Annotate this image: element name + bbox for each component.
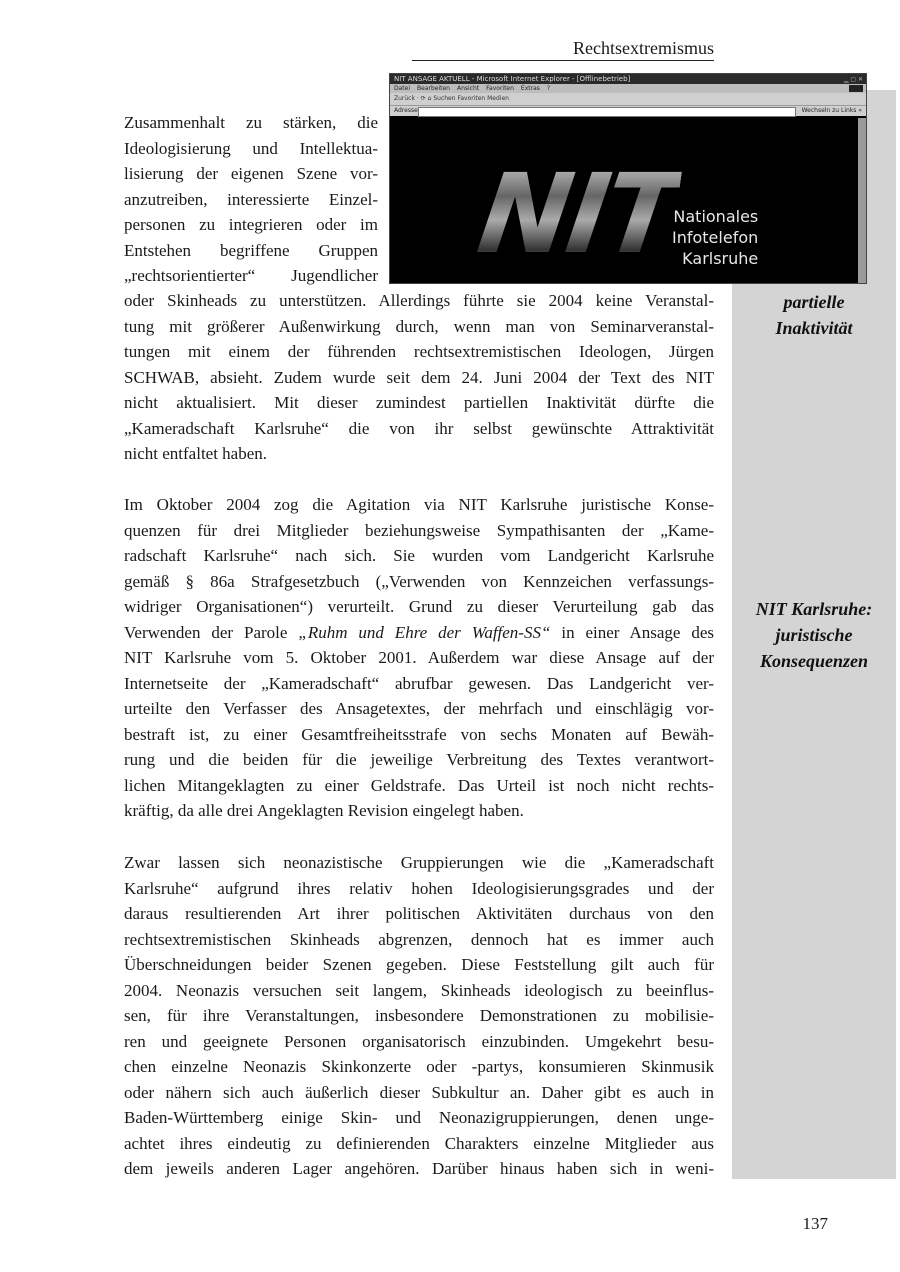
address-field	[418, 107, 796, 117]
address-label: Adresse	[394, 107, 418, 114]
margin-note-line: NIT Karlsruhe:	[755, 599, 873, 619]
address-go: Wechseln zu Links »	[801, 107, 862, 114]
logo-caption-line: Nationales	[673, 207, 759, 226]
page-number: 137	[802, 1214, 828, 1233]
margin-note-line: partielle	[783, 292, 845, 312]
margin-note-line: Konsequenzen	[759, 651, 869, 671]
browser-address-bar	[390, 106, 866, 116]
margin-note-juristische-konsequenzen	[732, 596, 896, 674]
text-line: „Kameradschaft Karlsruhe“ die von ihr selbst gewünschte Attraktivität	[124, 418, 714, 438]
text-line: radschaft Karlsruhe“ nach sich. Sie wurden vom Landgericht Karlsruhe	[124, 546, 714, 565]
browser-menu-item: ?	[546, 85, 551, 92]
quoted-slogan: „Ruhm und Ehre der Waffen-SS“	[298, 622, 551, 642]
text-line: ren und geeignete Personen organisatorisch einzubinden. Umgekehrt besu-	[124, 1031, 714, 1051]
text-line: Zusammenhalt zu stärken, die	[124, 113, 378, 132]
text-line: personen zu integrieren oder im	[124, 215, 378, 234]
text-line: nicht aktualisiert. Mit dieser zumindest partiellen Inaktivität dürfte die	[124, 393, 714, 412]
window-controls-icon: ▁ ▢ ✕	[843, 76, 863, 83]
logo-caption-line: Infotelefon	[672, 228, 759, 247]
browser-menu-item: Bearbeiten	[417, 85, 450, 92]
text-line: „rechtsorientierter“ Jugendlicher	[124, 266, 378, 285]
text-line: anzutreiben, interessierte Einzel-	[124, 189, 378, 209]
text-line: nicht entfaltet haben.	[124, 444, 268, 463]
text-line: lichen Mitangeklagten zu einer Geldstrafe. Das Urteil ist noch nicht rechts-	[124, 775, 714, 795]
nit-logo: NIT	[471, 150, 686, 278]
text-line: lisierung der eigenen Szene vor-	[124, 164, 378, 183]
browser-menu-bar	[390, 84, 866, 93]
quote-post: in einer Ansage des	[550, 622, 715, 642]
browser-menu-item: Extras	[520, 85, 540, 92]
browser-title-bar	[390, 74, 866, 84]
text-line: bestraft ist, zu einer Gesamtfreiheitsstrafe von sechs Monaten auf Bewäh-	[124, 724, 714, 744]
text-line: NIT Karlsruhe vom 5. Oktober 2001. Außerdem war diese Ansage auf der	[124, 648, 714, 667]
paragraph-1-wrap	[124, 110, 378, 289]
text-line: chen einzelne Neonazis Skinkonzerte oder -partys, konsumieren Skinmusik	[124, 1057, 714, 1076]
nit-logo-caption	[672, 206, 758, 269]
paragraph-2	[124, 492, 714, 824]
text-line: daraus resultierenden Art ihrer politischen Aktivitäten durchaus von den	[124, 904, 714, 923]
quote-pre: Verwenden der Parole	[124, 622, 299, 642]
text-line: kräftig, da alle drei Angeklagten Revision eingelegt haben.	[124, 801, 524, 820]
text-line-quote	[124, 620, 714, 646]
logo-caption-line: Karlsruhe	[682, 249, 759, 268]
text-line: Entstehen begriffene Gruppen	[124, 240, 378, 260]
margin-note-line: Inaktivität	[775, 318, 853, 338]
text-line: widriger Organisationen“) verurteilt. Grund zu dieser Verurteilung gab das	[124, 597, 714, 616]
browser-page-content	[390, 118, 860, 284]
paragraph-3	[124, 850, 714, 1182]
text-line: Ideologisierung und Intellektua-	[124, 138, 378, 158]
text-line: quenzen für drei Mitglieder beziehungsweise Sympathisanten der „Kame-	[124, 520, 714, 540]
nit-website-screenshot	[389, 73, 867, 284]
text-line: achtet ihres eindeutig zu definierenden Charakters einzelne Mitglieder aus	[124, 1133, 714, 1153]
text-line: oder Skinheads zu unterstützen. Allerdings führte sie 2004 keine Veranstal-	[124, 291, 714, 310]
browser-menu-item: Favoriten	[486, 85, 514, 92]
running-header: Rechtsextremismus	[573, 38, 714, 58]
header-rule	[412, 60, 714, 61]
ie-logo-icon	[849, 85, 863, 92]
text-line: gemäß § 86a Strafgesetzbuch („Verwenden von Kennzeichen verfassungs-	[124, 571, 714, 591]
text-line: Im Oktober 2004 zog die Agitation via NIT Karlsruhe juristische Konse-	[124, 495, 714, 514]
text-line: sen, für ihre Veranstaltungen, insbesondere Demonstrationen zu mobilisie-	[124, 1006, 714, 1025]
text-line: Zwar lassen sich neonazistische Gruppierungen wie die „Kameradschaft	[124, 853, 714, 872]
browser-menu-item: Datei	[394, 85, 411, 92]
text-line: Internetseite der „Kameradschaft“ abrufbar gewesen. Das Landgericht ver-	[124, 673, 714, 693]
text-line: rechtsextremistischen Skinheads abgrenzen, dennoch hat es immer auch	[124, 929, 714, 949]
text-line: tung mit größerer Außenwirkung durch, wenn man von Seminarveranstal-	[124, 316, 714, 336]
text-line: Überschneidungen beider Szenen gegeben. Diese Feststellung gilt auch für	[124, 955, 714, 974]
text-line: dem jeweils anderen Lager angehören. Darüber hinaus haben sich in weni-	[124, 1159, 714, 1178]
text-line: urteilte den Verfasser des Ansagetextes, der mehrfach und einschlägig vor-	[124, 699, 714, 718]
text-line: SCHWAB, absieht. Zudem wurde seit dem 24. Juni 2004 der Text des NIT	[124, 367, 714, 387]
browser-toolbar: Zurück · ⟳ ⌂ Suchen Favoriten Medien	[390, 93, 866, 106]
text-line: Karlsruhe“ aufgrund ihres relativ hohen Ideologisierungsgrades und der	[124, 878, 714, 898]
paragraph-1	[124, 288, 714, 467]
text-line: tungen mit einem der führenden rechtsextremistischen Ideologen, Jürgen	[124, 342, 714, 361]
browser-scrollbar	[858, 118, 866, 284]
text-line: rung und die beiden für die jeweilige Verbreitung des Textes verantwort-	[124, 750, 714, 769]
text-line: Baden-Württemberg einige Skin- und Neonazigruppierungen, denen unge-	[124, 1108, 714, 1127]
browser-menu-item: Ansicht	[456, 85, 480, 92]
text-line: 2004. Neonazis versuchen seit langem, Skinheads ideologisch zu beeinflus-	[124, 980, 714, 1000]
browser-window-title: NIT ANSAGE AKTUELL - Microsoft Internet Explorer - [Offlinebetrieb]	[394, 75, 631, 83]
margin-note-partielle-inaktivitaet	[732, 289, 896, 341]
margin-note-line: juristische	[775, 625, 853, 645]
text-line: oder nähern sich auch äußerlich dieser Subkultur an. Daher gibt es auch in	[124, 1082, 714, 1102]
